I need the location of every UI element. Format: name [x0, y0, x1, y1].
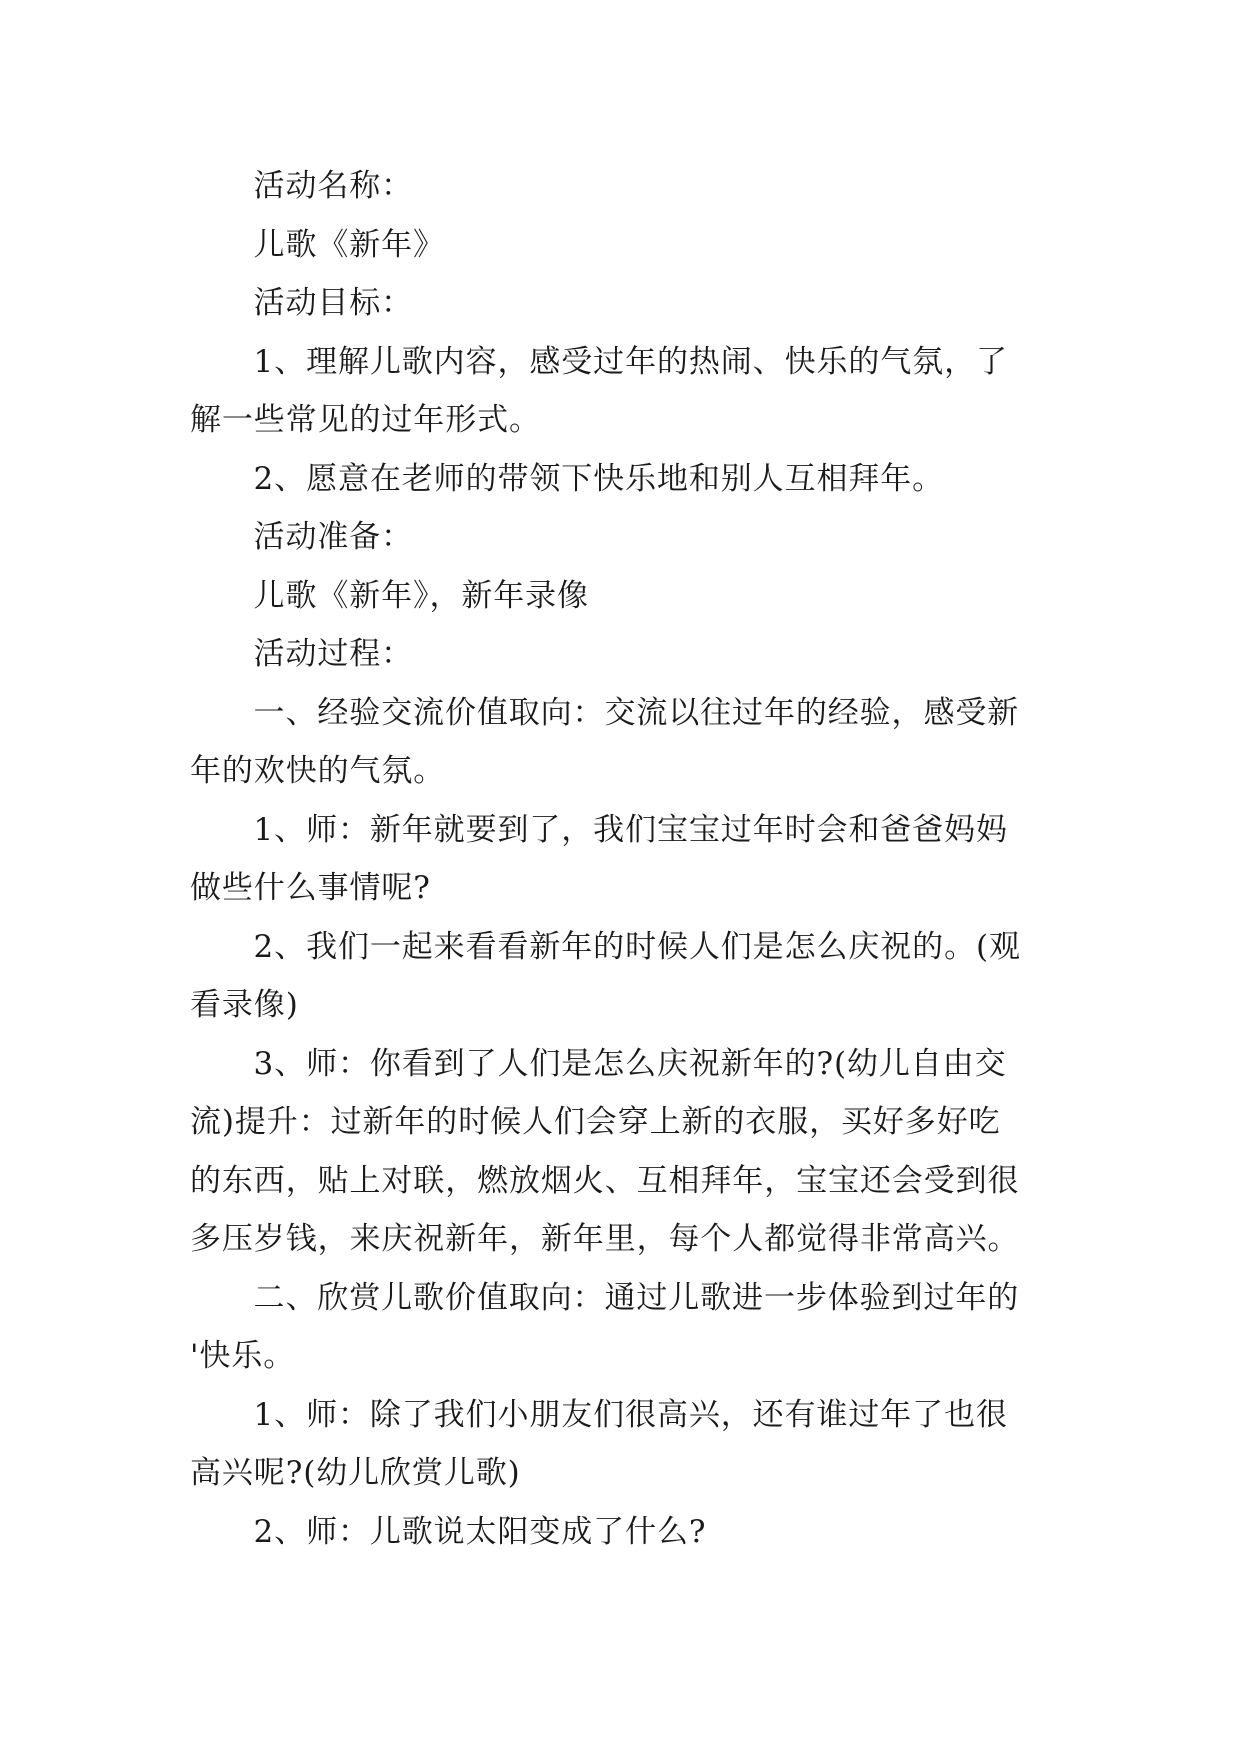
paragraph-step-2-1 — [190, 1386, 1050, 1503]
paragraph-goal-2 — [190, 450, 1050, 509]
paragraph-step-1-1 — [190, 801, 1050, 918]
text-line: 做些什么事情呢? — [190, 870, 431, 906]
text-line: 一、经验交流价值取向：交流以往过年的经验，感受新 — [253, 694, 1020, 731]
text-line: 解一些常见的过年形式。 — [190, 402, 541, 438]
paragraph-song-title — [190, 216, 1050, 275]
text-line: 2、我们一起来看看新年的时候人们是怎么庆祝的。(观 — [253, 928, 1021, 965]
paragraph-activity-prep — [190, 567, 1050, 626]
text-line: 高兴呢?(幼儿欣赏儿歌) — [190, 1455, 521, 1491]
text-line: 活动目标： — [253, 285, 414, 321]
paragraph-activity-process-heading — [190, 625, 1050, 684]
text-line: 2、师：儿歌说太阳变成了什么? — [253, 1513, 707, 1550]
text-line: 儿歌《新年》，新年录像 — [253, 577, 589, 614]
paragraph-activity-prep-heading — [190, 508, 1050, 567]
text-line: 活动准备： — [253, 519, 414, 555]
text-line: 3、师：你看到了人们是怎么庆祝新年的?(幼儿自由交 — [253, 1045, 1007, 1082]
text-line: 儿歌《新年》 — [253, 226, 445, 263]
text-line: 1、理解儿歌内容，感受过年的热闹、快乐的气氛，了 — [253, 343, 1008, 380]
paragraph-step-1-2 — [190, 918, 1050, 1035]
text-line: 多压岁钱，来庆祝新年，新年里，每个人都觉得非常高兴。 — [190, 1221, 1020, 1257]
paragraph-section-1 — [190, 684, 1050, 801]
text-line: 活动名称： — [253, 168, 414, 204]
text-line: 的东西，贴上对联，燃放烟火、互相拜年，宝宝还会受到很 — [190, 1162, 1020, 1199]
paragraph-activity-goals-heading — [190, 274, 1050, 333]
text-line: 1、师：除了我们小朋友们很高兴，还有谁过年了也很 — [253, 1396, 1008, 1433]
paragraph-step-2-2 — [190, 1503, 1050, 1562]
text-line: 2、愿意在老师的带领下快乐地和别人互相拜年。 — [253, 460, 945, 497]
text-line: 二、欣赏儿歌价值取向：通过儿歌进一步体验到过年的 — [253, 1279, 1020, 1316]
paragraph-step-1-3 — [190, 1035, 1050, 1269]
text-line: '快乐。 — [190, 1338, 296, 1374]
paragraph-goal-1 — [190, 333, 1050, 450]
document-body — [190, 157, 1050, 1561]
paragraph-activity-name-heading — [190, 157, 1050, 216]
text-line: 活动过程： — [253, 636, 414, 672]
text-line: 看录像) — [190, 987, 299, 1023]
text-line: 流)提升：过新年的时候人们会穿上新的衣服，买好多好吃 — [190, 1104, 1001, 1140]
paragraph-section-2 — [190, 1269, 1050, 1386]
text-line: 年的欢快的气氛。 — [190, 753, 446, 789]
text-line: 1、师：新年就要到了，我们宝宝过年时会和爸爸妈妈 — [253, 811, 1008, 848]
